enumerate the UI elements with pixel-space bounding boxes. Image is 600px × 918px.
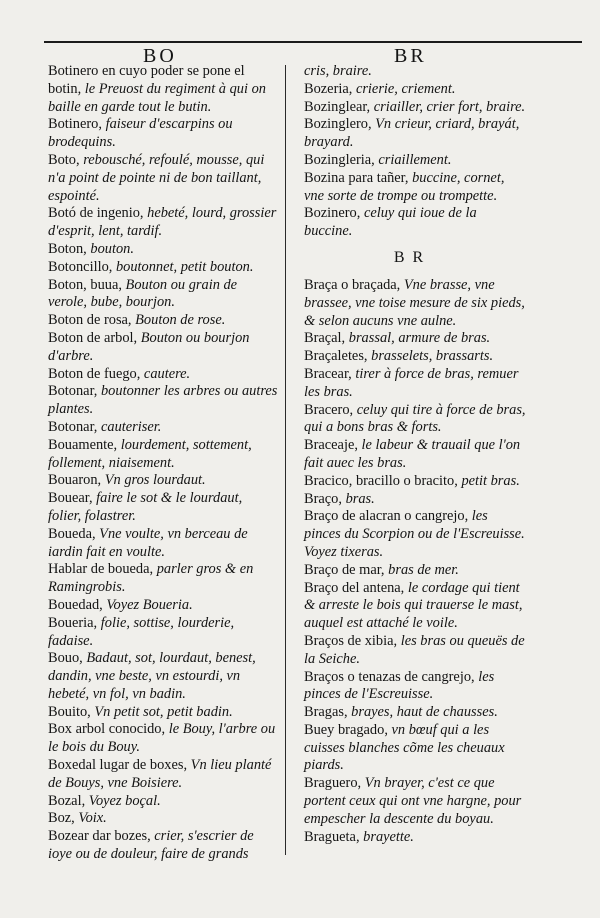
dictionary-entry [292, 348, 527, 366]
dictionary-entry [292, 99, 527, 117]
left-column [36, 63, 278, 864]
entry-headword: Botinero en cuyo poder se pone el botin, [48, 63, 245, 97]
entry-translation: cris, braire. [304, 63, 372, 79]
entry-headword: Botó de ingenio, [48, 205, 144, 222]
dictionary-entry [36, 277, 278, 313]
dictionary-entry [36, 490, 278, 526]
dictionary-entry [36, 472, 278, 490]
entry-headword: Boto, [48, 151, 80, 168]
entry-headword: Boton, buua, [48, 276, 122, 293]
entry-translation: Vn gros lourdaut. [101, 472, 206, 489]
dictionary-entry [292, 81, 527, 99]
top-rule [44, 41, 582, 43]
dictionary-entry [36, 205, 278, 241]
entry-translation: faire le sot & le lourdaut, folier, folastrer. [48, 490, 243, 524]
entry-translation: lourdement, sottement, follement, niaisement. [48, 436, 252, 471]
entry-translation: vn bœuf qui a les cuisses blanches cõme les cheuaux piards. [304, 721, 505, 774]
entry-headword: Buey bragado, [304, 721, 388, 738]
dictionary-entry [36, 597, 278, 615]
entry-headword: Bragueta, [304, 828, 360, 845]
dictionary-entry [36, 828, 278, 864]
entry-headword: Braguero, [304, 775, 362, 792]
entry-translation: les pinces du Scorpion ou de l'Escreuisse. Voyez tixeras. [304, 508, 525, 560]
dictionary-entry [36, 152, 278, 205]
dictionary-entry [36, 366, 278, 384]
entry-translation: cauteriser. [97, 418, 162, 435]
entry-headword: Braço, [304, 490, 342, 507]
dictionary-entry [292, 704, 527, 722]
entry-headword: Bozinero, [304, 205, 361, 222]
entry-translation: hebeté, lourd, grossier d'esprit, lent, tardif. [48, 205, 277, 240]
entry-translation: brayes, haut de chausses. [347, 704, 498, 721]
entry-translation: rebousché, refoulé, mousse, qui n'a point de pointe ni de bon taillant, espointé. [48, 151, 265, 204]
dictionary-entry [36, 259, 278, 277]
dictionary-entry [292, 473, 527, 491]
entry-translation: tirer à force de bras, remuer les bras. [304, 365, 519, 400]
entry-headword: Braço de mar, [304, 561, 385, 578]
dictionary-entry [36, 330, 278, 366]
entry-translation: Voyez Boueria. [102, 596, 193, 613]
entry-translation: crierie, criement. [352, 80, 456, 97]
dictionary-entry [36, 241, 278, 259]
entry-translation: Bouton de rose. [131, 312, 226, 329]
entry-headword: Braços o tenazas de cangrejo, [304, 668, 475, 685]
dictionary-entry [292, 508, 527, 561]
dictionary-entry [36, 437, 278, 473]
entry-headword: Boueda, [48, 525, 96, 542]
dictionary-entry [292, 829, 527, 847]
entry-translation: brassal, armure de bras. [345, 330, 491, 347]
entry-headword: Bouamente, [48, 436, 118, 453]
entry-headword: Bozear dar bozes, [48, 828, 151, 845]
entry-translation: Bouton ou grain de verole, bube, bourjon. [48, 276, 238, 311]
right-column-top [292, 63, 527, 241]
dictionary-entry [36, 615, 278, 651]
entry-headword: Bragas, [304, 704, 348, 721]
entry-headword: Braço de alacran o cangrejo, [304, 508, 469, 525]
entry-headword: Braço del antena, [304, 579, 405, 596]
entry-translation: Bouton ou bourjon d'arbre. [48, 329, 250, 364]
entry-translation: Vne voulte, vn berceau de iardin fait en voulte. [48, 525, 248, 560]
entry-headword: Hablar de boueda, [48, 561, 154, 578]
entry-translation: Vn lieu planté de Bouys, vne Boisiere. [48, 757, 272, 791]
entry-translation: bras. [341, 490, 375, 507]
dictionary-entry [292, 775, 527, 828]
dictionary-entry [292, 277, 527, 330]
entry-translation: buccine, cornet, vne sorte de trompe ou trompette. [304, 169, 505, 204]
entry-translation: criailler, crier fort, braire. [370, 98, 526, 115]
running-head-right: BR [394, 45, 427, 67]
entry-headword: Boueria, [48, 614, 98, 631]
entry-headword: Botonar, [48, 383, 98, 400]
dictionary-entry [292, 491, 527, 509]
dictionary-entry [292, 669, 527, 705]
entry-headword: Bozinglero, [304, 116, 372, 133]
dictionary-entry [292, 330, 527, 348]
entry-headword: Botinero, [48, 116, 102, 133]
entry-translation: crier, s'escrier de ioye ou de douleur, faire de grands [48, 828, 254, 863]
entry-translation: boutonnet, petit bouton. [112, 258, 254, 275]
entry-headword: Bouaron, [48, 472, 102, 489]
dictionary-entry [36, 650, 278, 703]
dictionary-entry [36, 793, 278, 811]
entry-headword: Botoncillo, [48, 258, 113, 275]
right-column [292, 63, 527, 846]
dictionary-entry [36, 721, 278, 757]
right-column-bottom [292, 277, 527, 847]
entry-translation: celuy qui tire à force de bras, qui a bons bras & forts. [304, 401, 526, 436]
entry-headword: Boz, [48, 810, 75, 827]
dictionary-entry [36, 757, 278, 793]
dictionary-entry [36, 561, 278, 597]
dictionary-entry [36, 419, 278, 437]
entry-translation: Voyez boçal. [85, 792, 161, 809]
dictionary-entry [36, 810, 278, 828]
entry-headword: Boton, [48, 240, 87, 257]
entry-translation: Badaut, sot, lourdaut, benest, dandin, vne beste, vn estourdi, vn hebeté, vn fol, vn badin. [48, 650, 256, 702]
dictionary-entry [292, 170, 527, 206]
dictionary-entry [292, 580, 527, 633]
entry-translation: Vn brayer, c'est ce que portent ceux qui ont vne hargne, pour empescher la descente du boyau. [304, 775, 522, 827]
entry-headword: Braça o braçada, [304, 276, 401, 293]
entry-translation: cautere. [140, 365, 191, 382]
dictionary-entry [36, 63, 278, 116]
entry-headword: Bracico, bracillo o bracito, [304, 472, 458, 489]
entry-translation: les pinces de l'Escreuisse. [304, 668, 495, 703]
entry-translation: faiseur d'escarpins ou brodequins. [48, 116, 233, 151]
dictionary-entry [292, 152, 527, 170]
entry-headword: Bozinglear, [304, 98, 371, 115]
entry-headword: Braçal, [304, 330, 346, 347]
dictionary-entry [292, 116, 527, 152]
entry-translation: parler gros & en Ramingrobis. [48, 561, 254, 596]
entry-headword: Boton de arbol, [48, 329, 138, 346]
entry-headword: Braceaje, [304, 437, 358, 454]
entry-translation: le labeur & trauail que l'on fait auec les bras. [304, 437, 521, 471]
entry-headword: Bouear, [48, 490, 93, 507]
column-divider [285, 65, 286, 855]
entry-headword: Bozina para tañer, [304, 169, 409, 186]
entry-headword: Bouedad, [48, 596, 103, 613]
entry-translation: le cordage qui tient & arreste le bois qui trauerse le mast, auquel est attaché le voile. [304, 579, 523, 632]
dictionary-entry [36, 704, 278, 722]
entry-translation: petit bras. [457, 472, 520, 489]
entry-translation: Vne brasse, vne brassee, vne toise mesure de six pieds, & selon aucuns vne aulne. [304, 276, 525, 329]
entry-translation: brasselets, brassarts. [367, 348, 494, 365]
dictionary-entry [292, 633, 527, 669]
running-head-left: BO [143, 45, 177, 67]
entry-translation: le Bouy, l'arbre ou le bois du Bouy. [48, 721, 276, 756]
dictionary-entry [36, 383, 278, 419]
entry-headword: Bracero, [304, 401, 354, 418]
dictionary-entry [292, 437, 527, 473]
entry-headword: Botonar, [48, 418, 98, 435]
entry-translation: brayette. [359, 828, 414, 845]
dictionary-entry [292, 205, 527, 241]
entry-headword: Bouo, [48, 650, 83, 667]
dictionary-entry [292, 562, 527, 580]
entry-headword: Bouito, [48, 703, 91, 720]
section-heading-br: B R [393, 248, 426, 266]
entry-headword: Boton de fuego, [48, 365, 141, 382]
entry-headword: Braços de xibia, [304, 632, 398, 649]
entry-translation: bouton. [86, 240, 134, 257]
entry-headword: Bozal, [48, 792, 86, 809]
entry-translation: Voix. [74, 810, 107, 827]
entry-translation: folie, sottise, lourderie, fadaise. [48, 614, 235, 649]
entry-translation: Vn petit sot, petit badin. [90, 703, 233, 720]
dictionary-entry [292, 402, 527, 438]
entry-headword: Boton de rosa, [48, 312, 132, 329]
entry-translation: les bras ou queuës de la Seiche. [304, 632, 525, 667]
entry-translation: bras de mer. [384, 561, 459, 578]
entry-headword: Boxedal lugar de boxes, [48, 757, 188, 774]
dictionary-entry [292, 722, 527, 775]
entry-translation: criaillement. [374, 151, 452, 168]
entry-translation: celuy qui ioue de la buccine. [304, 205, 477, 240]
dictionary-entry [292, 366, 527, 402]
entry-headword: Braçaletes, [304, 348, 368, 365]
entry-translation: boutonner les arbres ou autres plantes. [48, 383, 278, 418]
entry-translation: le Preuost du regiment à qui on baille en garde tout le butin. [48, 80, 266, 115]
dictionary-entry [292, 63, 527, 81]
dictionary-entry [36, 312, 278, 330]
entry-headword: Bracear, [304, 365, 352, 382]
dictionary-entry [36, 116, 278, 152]
entry-translation: Vn crieur, criard, brayát, brayard. [304, 116, 520, 151]
entry-headword: Bozingleria, [304, 151, 375, 168]
entry-headword: Box arbol conocido, [48, 721, 166, 738]
dictionary-entry [36, 526, 278, 562]
entry-headword: Bozeria, [304, 80, 353, 97]
